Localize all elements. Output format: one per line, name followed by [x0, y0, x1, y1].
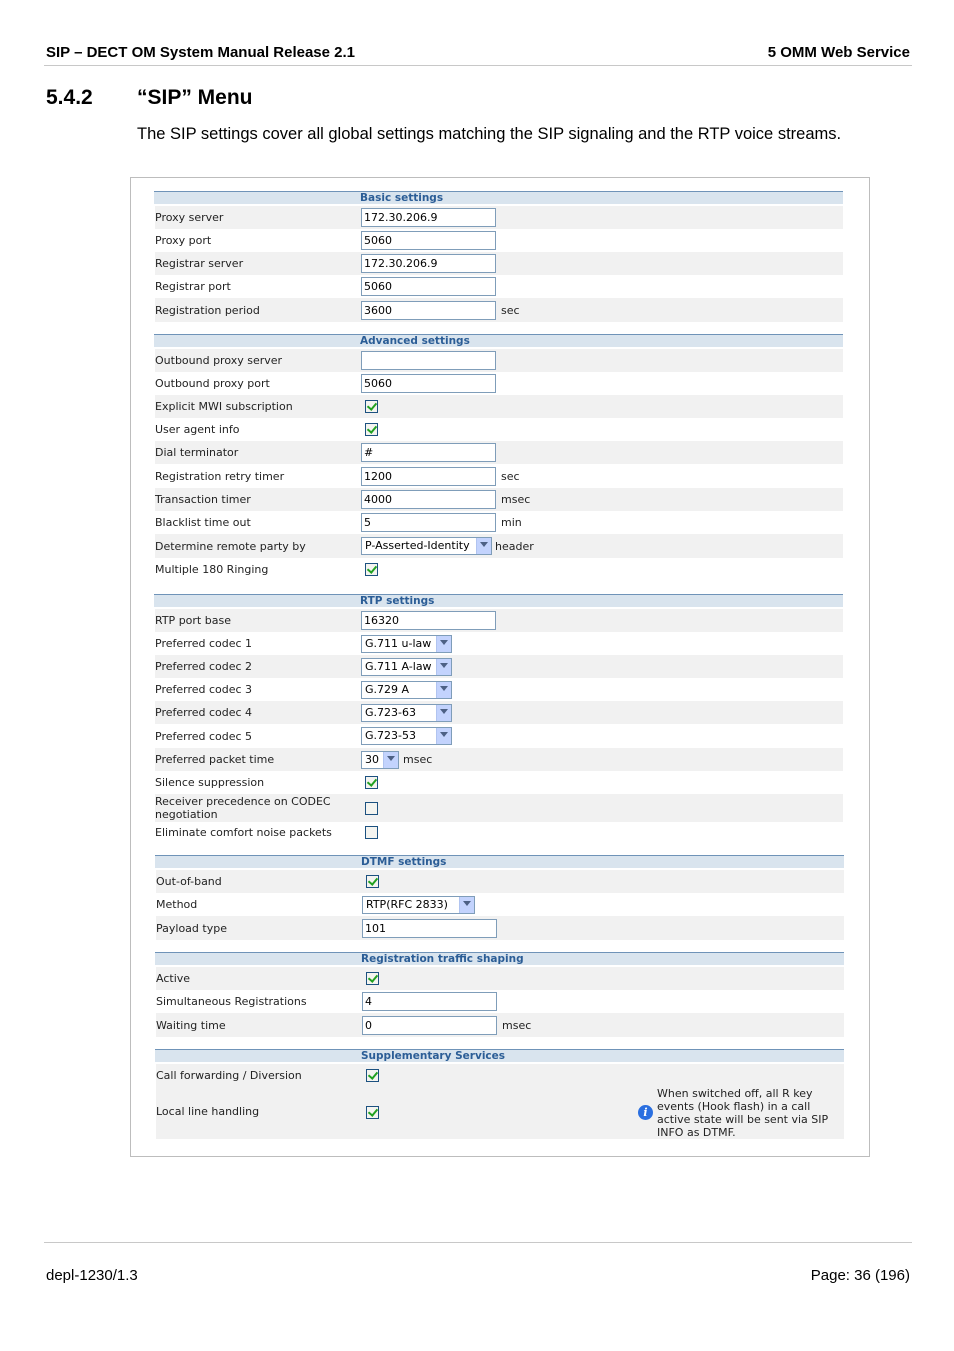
multiple-180-ringing-label: Multiple 180 Ringing: [155, 563, 269, 576]
transaction-timer-label: Transaction timer: [155, 493, 251, 506]
registration-period-label: Registration period: [155, 304, 260, 317]
eliminate-comfort-noise-checkbox[interactable]: [365, 826, 378, 839]
proxy-port-label: Proxy port: [155, 234, 212, 247]
outbound-proxy-port-input[interactable]: 5060: [361, 374, 496, 393]
local-line-handling-label: Local line handling: [156, 1105, 260, 1118]
packet-time-label: Preferred packet time: [155, 753, 275, 766]
row-local-line-handling: [156, 1087, 844, 1139]
chevron-down-icon: [436, 636, 451, 652]
rtp-port-base-label: RTP port base: [155, 614, 231, 627]
registration-retry-timer-label: Registration retry timer: [155, 470, 285, 483]
chevron-down-icon: [436, 682, 451, 698]
user-agent-info-checkbox[interactable]: [365, 423, 378, 436]
row-dial-terminator: [155, 441, 843, 464]
dtmf-method-label: Method: [156, 898, 198, 911]
packet-time-select[interactable]: [361, 751, 399, 769]
payload-type-label: Payload type: [156, 922, 227, 935]
out-of-band-checkbox[interactable]: [366, 875, 379, 888]
transaction-timer-unit: msec: [501, 493, 531, 506]
codec-1-select[interactable]: [361, 635, 452, 653]
chevron-down-icon: [436, 659, 451, 675]
registrar-server-input[interactable]: 172.30.206.9: [361, 254, 496, 273]
call-forwarding-checkbox[interactable]: [366, 1069, 379, 1082]
chevron-down-icon: [436, 728, 451, 744]
dtmf-method-select[interactable]: [362, 896, 475, 914]
intro-paragraph: The SIP settings cover all global settings matching the SIP signaling and the RTP voice streams.: [137, 125, 842, 143]
row-payload-type: [156, 916, 844, 940]
waiting-time-label: Waiting time: [156, 1019, 226, 1032]
outbound-proxy-port-label: Outbound proxy port: [155, 377, 270, 390]
traffic-active-checkbox[interactable]: [366, 972, 379, 985]
supplementary-services-header: [155, 1049, 844, 1062]
codec-5-select[interactable]: [361, 727, 452, 745]
basic-settings-title: Basic settings: [360, 192, 444, 204]
codec-1-label: Preferred codec 1: [155, 637, 253, 650]
row-determine-remote-party: [155, 534, 843, 558]
silence-suppression-label: Silence suppression: [155, 776, 265, 789]
dial-terminator-input[interactable]: #: [361, 443, 496, 462]
waiting-time-input[interactable]: 0: [362, 1016, 497, 1035]
receiver-precedence-checkbox[interactable]: [365, 802, 378, 815]
registration-retry-timer-input[interactable]: 1200: [361, 467, 496, 486]
page-footer: [44, 1242, 912, 1284]
call-forwarding-label: Call forwarding / Diversion: [156, 1069, 302, 1082]
rtp-settings-title: RTP settings: [360, 595, 435, 607]
codec-2-value: G.711 A-law: [365, 660, 432, 673]
row-codec-2: [155, 655, 843, 678]
dtmf-settings-title: DTMF settings: [361, 856, 447, 868]
row-call-forwarding: [156, 1064, 844, 1087]
supplementary-services-title: Supplementary Services: [361, 1050, 506, 1062]
codec-2-select[interactable]: [361, 658, 452, 676]
codec-2-label: Preferred codec 2: [155, 660, 253, 673]
row-traffic-active: [156, 967, 844, 990]
row-proxy-port: [155, 229, 843, 252]
basic-settings-header: [154, 191, 843, 204]
traffic-shaping-header: [155, 952, 844, 965]
proxy-server-input[interactable]: 172.30.206.9: [361, 208, 496, 227]
determine-remote-party-select[interactable]: [361, 537, 492, 555]
row-simultaneous-registrations: [156, 990, 844, 1013]
codec-4-value: G.723-63: [365, 706, 416, 719]
row-waiting-time: [156, 1013, 844, 1037]
receiver-precedence-label: Receiver precedence on CODEC negotiation: [155, 795, 331, 821]
codec-4-select[interactable]: [361, 704, 452, 722]
chevron-down-icon: [459, 897, 474, 913]
row-packet-time: [155, 748, 843, 771]
row-transaction-timer: [155, 488, 843, 511]
waiting-time-unit: msec: [502, 1019, 532, 1032]
section-heading: “SIP” Menu: [137, 86, 253, 109]
codec-3-label: Preferred codec 3: [155, 683, 253, 696]
determine-remote-party-value: P-Asserted-Identity: [365, 539, 470, 552]
row-out-of-band: [156, 870, 844, 893]
traffic-shaping-title: Registration traffic shaping: [361, 953, 524, 965]
explicit-mwi-checkbox[interactable]: [365, 400, 378, 413]
row-eliminate-comfort-noise: [155, 822, 843, 844]
explicit-mwi-label: Explicit MWI subscription: [155, 400, 293, 413]
simultaneous-registrations-label: Simultaneous Registrations: [156, 995, 307, 1008]
registrar-server-label: Registrar server: [155, 257, 244, 270]
determine-remote-party-label: Determine remote party by: [155, 540, 306, 553]
row-outbound-proxy-server: [155, 349, 843, 372]
codec-4-label: Preferred codec 4: [155, 706, 253, 719]
dial-terminator-label: Dial terminator: [155, 446, 239, 459]
dtmf-settings-header: [155, 855, 844, 868]
transaction-timer-input[interactable]: 4000: [361, 490, 496, 509]
row-outbound-proxy-port: [155, 372, 843, 395]
row-rtp-port-base: [155, 609, 843, 632]
row-registrar-port: [155, 275, 843, 298]
row-codec-1: [155, 632, 843, 655]
determine-remote-party-unit: header: [495, 540, 534, 553]
packet-time-value: 30: [365, 753, 379, 766]
advanced-settings-title: Advanced settings: [360, 335, 470, 347]
proxy-port-input[interactable]: 5060: [361, 231, 496, 250]
row-receiver-precedence: [155, 794, 843, 822]
footer-doc-id: depl-1230/1.3: [46, 1267, 138, 1284]
traffic-active-label: Active: [156, 972, 191, 985]
codec-3-select[interactable]: [361, 681, 452, 699]
codec-5-label: Preferred codec 5: [155, 730, 253, 743]
outbound-proxy-server-label: Outbound proxy server: [155, 354, 283, 367]
row-codec-5: [155, 724, 843, 748]
registration-period-input[interactable]: 3600: [361, 301, 496, 320]
dtmf-method-value: RTP(RFC 2833): [366, 898, 448, 911]
registration-retry-timer-unit: sec: [501, 470, 520, 483]
row-silence-suppression: [155, 771, 843, 794]
row-codec-3: [155, 678, 843, 701]
registration-period-unit: sec: [501, 304, 520, 317]
registrar-port-label: Registrar port: [155, 280, 231, 293]
blacklist-time-out-label: Blacklist time out: [155, 516, 251, 529]
outbound-proxy-server-input[interactable]: [361, 351, 496, 370]
section-number: 5.4.2: [46, 86, 93, 109]
codec-5-value: G.723-53: [365, 729, 416, 742]
blacklist-time-out-unit: min: [501, 516, 522, 529]
payload-type-input[interactable]: 101: [362, 919, 497, 938]
section-title: [46, 86, 253, 110]
row-registrar-server: [155, 252, 843, 275]
row-registration-period: [155, 298, 843, 322]
silence-suppression-checkbox[interactable]: [365, 776, 378, 789]
row-explicit-mwi: [155, 395, 843, 418]
row-dtmf-method: [156, 893, 844, 916]
advanced-settings-header: [154, 334, 843, 347]
blacklist-time-out-input[interactable]: 5: [361, 513, 496, 532]
rtp-port-base-input[interactable]: 16320: [361, 611, 496, 630]
row-blacklist-time-out: [155, 511, 843, 534]
info-icon: i: [638, 1105, 653, 1120]
chevron-down-icon: [476, 538, 491, 554]
codec-3-value: G.729 A: [365, 683, 410, 696]
row-proxy-server: [155, 206, 843, 229]
row-multiple-180-ringing: [155, 558, 843, 581]
local-line-handling-checkbox[interactable]: [366, 1106, 379, 1119]
row-registration-retry-timer: [155, 464, 843, 488]
registrar-port-input[interactable]: 5060: [361, 277, 496, 296]
header-chapter: 5 OMM Web Service: [767, 44, 910, 61]
user-agent-info-label: User agent info: [155, 423, 240, 436]
sip-settings-screenshot: [130, 177, 870, 1157]
packet-time-unit: msec: [403, 753, 433, 766]
row-codec-4: [155, 701, 843, 724]
simultaneous-registrations-input[interactable]: 4: [362, 992, 497, 1011]
row-user-agent-info: [155, 418, 843, 441]
out-of-band-label: Out-of-band: [156, 875, 222, 888]
footer-page-number: Page: 36 (196): [810, 1267, 910, 1284]
multiple-180-ringing-checkbox[interactable]: [365, 563, 378, 576]
rtp-settings-header: [154, 594, 843, 607]
codec-1-value: G.711 u-law: [365, 637, 432, 650]
chevron-down-icon: [436, 705, 451, 721]
page-header: [44, 42, 912, 66]
local-line-handling-note: When switched off, all R key events (Hook flash) in a call active state will be sent via SIP INFO as DTMF.: [657, 1087, 829, 1139]
proxy-server-label: Proxy server: [155, 211, 224, 224]
eliminate-comfort-noise-label: Eliminate comfort noise packets: [155, 826, 332, 839]
chevron-down-icon: [383, 752, 398, 768]
header-doc-title: SIP – DECT OM System Manual Release 2.1: [46, 44, 356, 61]
